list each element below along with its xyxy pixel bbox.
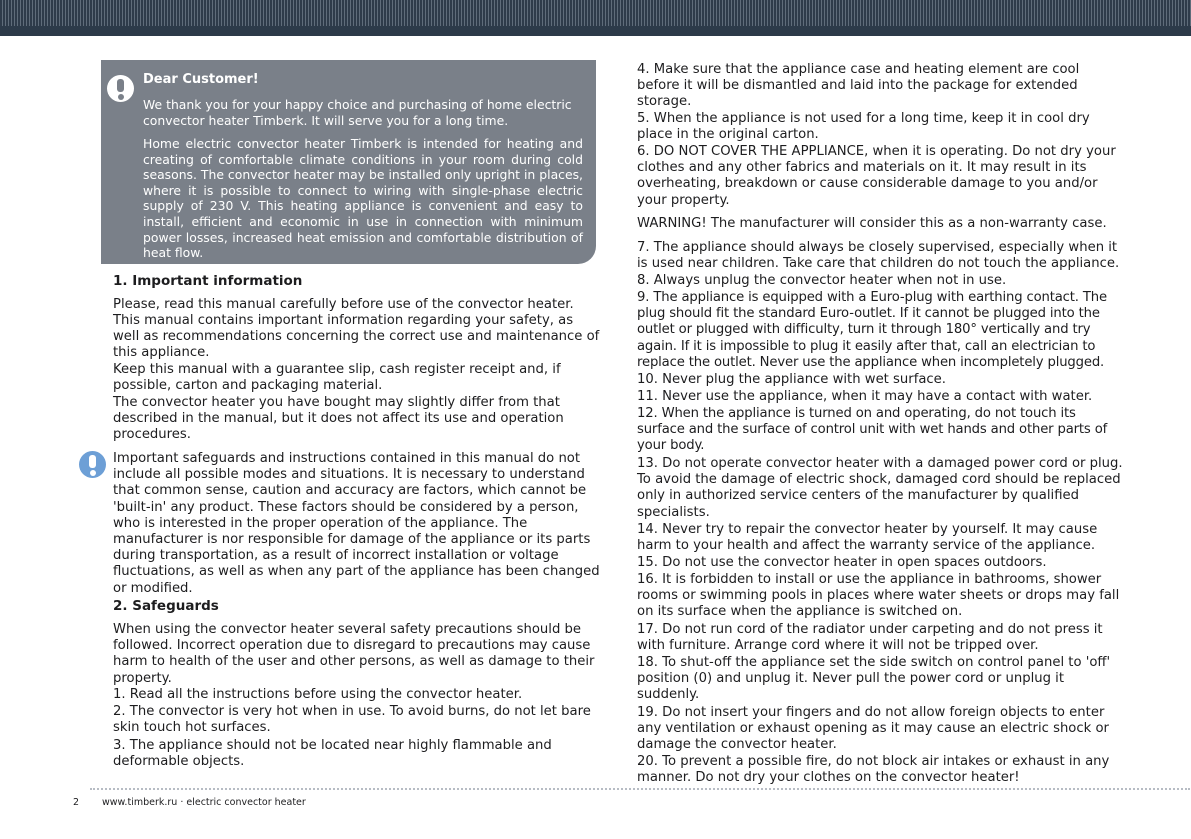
safeguard-item-19: 19. Do not insert your fingers and do not allow foreign objects to enter any ventilation or exhaust opening as it may cause an electric shock or damage the convector heater. — [637, 705, 1109, 753]
safeguard-item-15: 15. Do not use the convector heater in open spaces outdoors. — [637, 555, 1047, 570]
paragraph-safeguards-note: Important safeguards and instructions contained in this manual do not include all possible modes and situations. It is necessary to understand that common sense, caution and accuracy are factors, which cannot be 'built-in' any product. These factors should be considered by a person, who is interested in the proper operation of the appliance. The manufacturer is nor responsible for damage of the appliance or its parts during transportation, as a result of incorrect installation or voltage fluctuations, as well as when any part of the appliance has been changed or modified. — [113, 451, 600, 596]
safeguard-item-20: 20. To prevent a possible fire, do not block air intakes or exhaust in any manner. Do not dry your clothes on the convector heater! — [637, 754, 1110, 786]
page-number: 2 — [73, 797, 80, 808]
safeguard-item-11: 11. Never use the appliance, when it may have a contact with water. — [637, 389, 1093, 404]
info-exclamation-icon — [79, 451, 106, 478]
paragraph-safeguards-intro: When using the convector heater several safety precautions should be followed. Incorrect operation due to disregard to precautions may cause harm to health of the user and other persons, as well as damage to their property. — [113, 622, 595, 686]
notice-title: Dear Customer! — [143, 72, 259, 87]
notice-paragraph-description: Home electric convector heater Timberk is intended for heating and creating of comfortable climate conditions in your room during cold seasons. The convector heater may be installed only upright in places, where it is possible to connect to wiring with single-phase electric supply of 230 V. This heating appliance is convenient and easy to install, efficient and economic in use in connection with minimum power losses, increased heat emission and comfortable distribution of heat flow. — [143, 136, 583, 261]
notice-paragraph-thanks: We thank you for your happy choice and purchasing of home electric convector heater Timberk. It will serve you for a long time. — [143, 97, 572, 128]
section-heading-safeguards: 2. Safeguards — [113, 598, 219, 614]
safeguard-item-1: 1. Read all the instructions before using the convector heater. — [113, 687, 523, 702]
header-stripe-bar — [0, 0, 1191, 36]
safeguard-item-8: 8. Always unplug the convector heater when not in use. — [637, 273, 1007, 288]
footer-site-link[interactable]: www.timberk.ru · electric convector heater — [102, 797, 306, 808]
safeguard-item-16: 16. It is forbidden to install or use the appliance in bathrooms, shower rooms or swimming pools in places where water sheets or drops may fall on its surface when the appliance is switched on. — [637, 572, 1120, 620]
safeguard-item-13: 13. Do not operate convector heater with a damaged power cord or plug. To avoid the damage of electric shock, damaged cord should be replaced only in authorized service centers of the manufacturer by qualified specialists. — [637, 456, 1123, 520]
safeguard-item-2: 2. The convector is very hot when in use. To avoid burns, do not let bare skin touch hot surfaces. — [113, 704, 591, 736]
safeguard-item-5: 5. When the appliance is not used for a long time, keep it in cool dry place in the original carton. — [637, 111, 1090, 143]
safeguard-item-9: 9. The appliance is equipped with a Euro-plug with earthing contact. The plug should fit the standard Euro-outlet. If it cannot be plugged into the outlet or plugged with difficulty, turn it through 180° vertically and try again. If it is impossible to plug it easily after that, call an electrician to replace the outlet. Never use the appliance when incompletely plugged. — [637, 290, 1107, 370]
paragraph-keep-manual: Keep this manual with a guarantee slip, cash register receipt and, if possible, carton and packaging material. — [113, 362, 561, 394]
safeguard-item-18: 18. To shut-off the appliance set the side switch on control panel to 'off' position (0) and unplug it. Never pull the power cord or unplug it suddenly. — [637, 655, 1111, 703]
safeguard-item-17: 17. Do not run cord of the radiator under carpeting and do not press it with furniture. Arrange cord where it will not be tripped over. — [637, 622, 1103, 654]
paragraph-manual-contents: This manual contains important information regarding your safety, as well as recommendations concerning the correct use and maintenance of this appliance. — [113, 313, 600, 361]
safeguard-item-7: 7. The appliance should always be closely supervised, especially when it is used near children. Take care that children do not touch the appliance. — [637, 240, 1120, 272]
safeguard-item-4: 4. Make sure that the appliance case and heating element are cool before it will be dismantled and laid into the package for extended storage. — [637, 62, 1080, 110]
safeguard-item-3: 3. The appliance should not be located near highly flammable and deformable objects. — [113, 738, 552, 770]
footer-dotted-divider — [90, 788, 1190, 790]
paragraph-heater-differences: The convector heater you have bought may slightly differ from that described in the manual, but it does not affect its use and operation procedures. — [113, 395, 564, 443]
safeguard-item-12: 12. When the appliance is turned on and operating, do not touch its surface and the surface of control unit with wet hands and other parts of your body. — [637, 406, 1108, 454]
safeguard-item-10: 10. Never plug the appliance with wet surface. — [637, 372, 946, 387]
exclamation-icon — [107, 75, 134, 102]
section-heading-important-information: 1. Important information — [113, 273, 303, 289]
paragraph-read-manual: Please, read this manual carefully before use of the convector heater. — [113, 297, 574, 312]
safeguard-item-6: 6. DO NOT COVER THE APPLIANCE, when it is operating. Do not dry your clothes and any other fabrics and materials on it. It may result in its overheating, breakdown or cause considerable damage to you and/or your property. — [637, 144, 1116, 208]
warning-text: WARNING! The manufacturer will consider this as a non-warranty case. — [637, 216, 1107, 231]
safeguard-item-14: 14. Never try to repair the convector heater by yourself. It may cause harm to your health and affect the warranty service of the appliance. — [637, 522, 1098, 554]
